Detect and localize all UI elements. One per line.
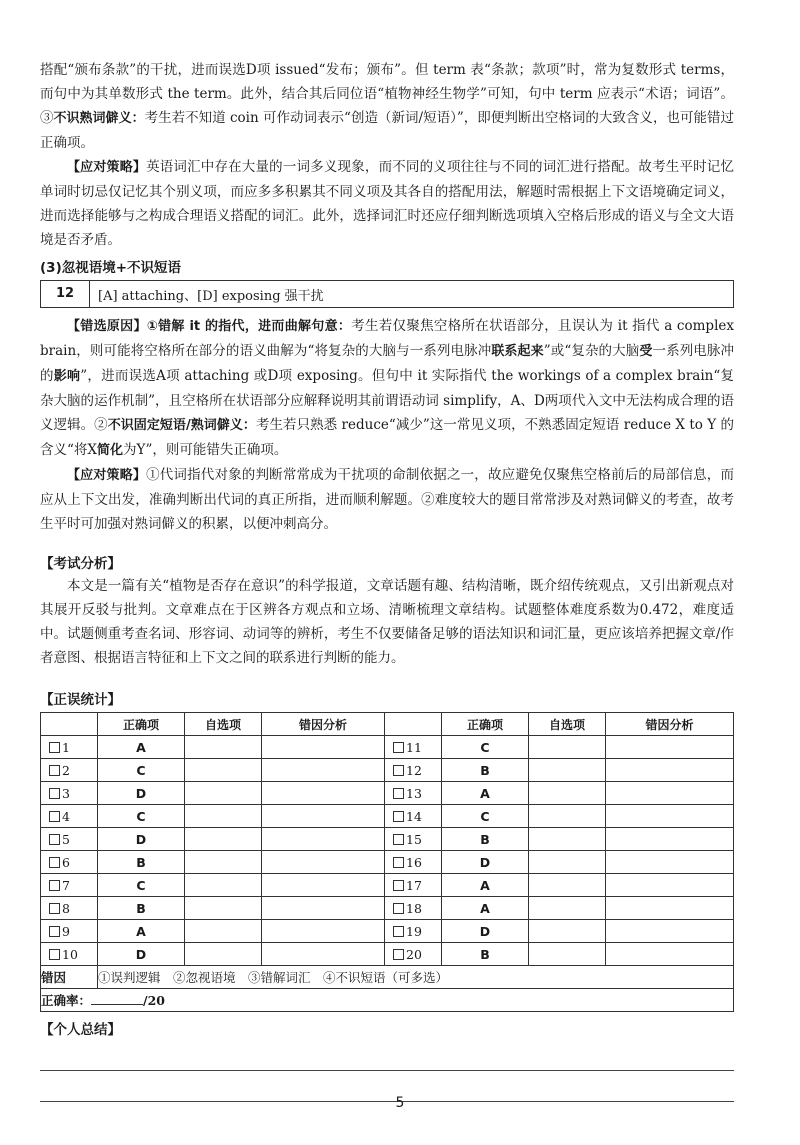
correct-right: B (442, 943, 529, 966)
analysis-left[interactable] (262, 897, 385, 920)
correct-left: B (98, 897, 185, 920)
analysis-right[interactable] (606, 897, 734, 920)
chosen-right[interactable] (529, 782, 606, 805)
checkbox-icon[interactable] (49, 880, 60, 891)
error-reason-options[interactable]: ①误判逻辑 ②忽视语境 ③错解词汇 ④不识短语（可多选） (98, 966, 734, 989)
strategy2-text: ①代词指代对象的判断常常成为干扰项的命制依据之一，故应避免仅聚焦空格前后的局部信息，而应从上下文出发，准确判断出代词的真正所指，进而顺利解题。②难度较大的题目常常涉及对熟词僻义的考查，故考生平时可加强对熟词僻义的积累，以便冲刺高分。 (40, 467, 734, 532)
chosen-right[interactable] (529, 759, 606, 782)
wrong-choice-reason (40, 314, 734, 463)
question-number: 5 (62, 831, 70, 847)
analysis-right[interactable] (606, 943, 734, 966)
error-reason-label: 错因 (41, 966, 98, 989)
question-left[interactable] (41, 828, 98, 851)
question-number: 16 (406, 854, 422, 870)
question-number: 11 (406, 739, 422, 755)
chosen-right[interactable] (529, 805, 606, 828)
analysis-right[interactable] (606, 828, 734, 851)
correct-right: D (442, 920, 529, 943)
strategy2-label: 【应对策略】 (67, 468, 147, 483)
question-number: 6 (62, 854, 70, 870)
question-right[interactable] (385, 805, 442, 828)
analysis-left[interactable] (262, 828, 385, 851)
question-number: 7 (62, 877, 70, 893)
page-content (40, 58, 734, 1102)
question-right[interactable] (385, 920, 442, 943)
header-blank-right (385, 713, 442, 736)
reason-bold-1: ①错解 it 的指代，进而曲解句意： (146, 319, 352, 334)
question-number: 1 (62, 739, 70, 755)
checkbox-icon[interactable] (49, 811, 60, 822)
chosen-left[interactable] (185, 828, 262, 851)
question-left[interactable] (41, 943, 98, 966)
analysis-left[interactable] (262, 782, 385, 805)
exam-analysis-text: 本文是一篇有关“植物是否存在意识”的科学报道，文章话题有趣、结构清晰，既介绍传统观点，又引出新观点对其展开反驳与批判。文章难点在于区辨各方观点和立场、清晰梳理文章结构。试题整体难度系数为0.472，难度适中。试题侧重考查名词、形容词、动词等的辨析，考生不仅要储备足够的语法知识和词汇量，更应该培养把握文章/作者意图、根据语言特征和上下文之间的联系进行判断的能力。 (40, 578, 734, 666)
strategy1-label: 【应对策略】 (67, 160, 147, 175)
summary-title: 【个人总结】 (40, 1022, 121, 1038)
stats-row (41, 943, 734, 966)
correct-right: C (442, 736, 529, 759)
checkbox-icon[interactable] (49, 765, 60, 776)
analysis-right[interactable] (606, 920, 734, 943)
correct-left: C (98, 874, 185, 897)
question-left[interactable] (41, 736, 98, 759)
stats-row (41, 759, 734, 782)
question-number: 19 (406, 923, 422, 939)
accuracy-cell (41, 989, 734, 1012)
reason-bold-3: 受 (639, 344, 653, 359)
correct-right: B (442, 828, 529, 851)
question-right[interactable] (385, 828, 442, 851)
accuracy-row (41, 989, 734, 1012)
analysis-right[interactable] (606, 759, 734, 782)
analysis-left[interactable] (262, 759, 385, 782)
stats-row (41, 851, 734, 874)
analysis-left[interactable] (262, 943, 385, 966)
checkbox-icon[interactable] (49, 949, 60, 960)
question-left[interactable] (41, 782, 98, 805)
chosen-right[interactable] (529, 920, 606, 943)
paragraph-intro (40, 58, 734, 155)
question-left[interactable] (41, 805, 98, 828)
question-right[interactable] (385, 874, 442, 897)
stats-row (41, 782, 734, 805)
correct-left: D (98, 828, 185, 851)
analysis-right[interactable] (606, 782, 734, 805)
question-right[interactable] (385, 943, 442, 966)
checkbox-icon[interactable] (393, 926, 404, 937)
correct-left: B (98, 851, 185, 874)
checkbox-icon[interactable] (393, 857, 404, 868)
correct-right: A (442, 897, 529, 920)
error-reason-row (41, 966, 734, 989)
analysis-right[interactable] (606, 851, 734, 874)
checkbox-icon[interactable] (49, 903, 60, 914)
stats-row (41, 897, 734, 920)
question-right[interactable] (385, 759, 442, 782)
question-left[interactable] (41, 851, 98, 874)
question-number: 13 (406, 785, 422, 801)
strategy1-text: 英语词汇中存在大量的一词多义现象，而不同的义项往往与不同的词汇进行搭配。故考生平时记忆单词时切忌仅记忆其个别义项，而应多多积累其不同义项及其各自的搭配用法，解题时需根据上下文语境确定词义，进而选择能够与之构成合理语义搭配的词汇。此外，选择词汇时还应仔细判断选项填入空格后形成的语义与全文大语境是否矛盾。 (40, 159, 734, 248)
question-right[interactable] (385, 897, 442, 920)
question-number: 2 (62, 762, 70, 778)
reason-text-3: 一系列电脉冲的 (40, 343, 734, 384)
chosen-left[interactable] (185, 874, 262, 897)
analysis-right[interactable] (606, 874, 734, 897)
correct-left: A (98, 736, 185, 759)
reason-bold-6: 简化 (97, 443, 124, 458)
analysis-right[interactable] (606, 736, 734, 759)
checkbox-icon[interactable] (393, 788, 404, 799)
para1-bold: 不识熟词僻义： (53, 111, 145, 126)
question-number: 8 (62, 900, 70, 916)
question-number: 9 (62, 923, 70, 939)
reason-text-6: 为Y”，则可能错失正确项。 (123, 442, 288, 458)
accuracy-label: 正确率： (41, 993, 92, 1008)
question-number: 14 (406, 808, 422, 824)
chosen-right[interactable] (529, 874, 606, 897)
checkbox-icon[interactable] (49, 788, 60, 799)
checkbox-icon[interactable] (49, 857, 60, 868)
page-number: 5 (395, 1095, 405, 1111)
chosen-left[interactable] (185, 759, 262, 782)
question-number: 12 (406, 762, 422, 778)
checkbox-icon[interactable] (393, 765, 404, 776)
answer-stats-table (40, 712, 734, 1012)
checkbox-icon[interactable] (393, 742, 404, 753)
checkbox-icon[interactable] (393, 880, 404, 891)
question-right[interactable] (385, 851, 442, 874)
analysis-left[interactable] (262, 736, 385, 759)
correct-left: A (98, 920, 185, 943)
question-left[interactable] (41, 759, 98, 782)
checkbox-icon[interactable] (393, 834, 404, 845)
checkbox-icon[interactable] (393, 949, 404, 960)
checkbox-icon[interactable] (49, 834, 60, 845)
chosen-right[interactable] (529, 897, 606, 920)
question-left[interactable] (41, 897, 98, 920)
checkbox-icon[interactable] (393, 811, 404, 822)
section-3-title: (3)忽视语境+不识短语 (40, 260, 182, 276)
header-analysis-right: 错因分析 (606, 713, 734, 736)
question-right[interactable] (385, 736, 442, 759)
question-number: 20 (406, 946, 422, 962)
question-number: 17 (406, 877, 422, 893)
exam-analysis-title: 【考试分析】 (40, 556, 121, 572)
accuracy-total: /20 (143, 993, 165, 1008)
correct-left: D (98, 782, 185, 805)
question-box (40, 280, 734, 308)
para1-text: 搭配“颁布条款”的干扰，进而误选D项 issued“发布；颁布”。但 term 表“条款；款项”时，常为复数形式 terms，而句中为其单数形式 the term。此外，结合其后同位语“植物神经生物学”可知，句中 term 应表示“术语；词语”。③ (40, 62, 734, 126)
question-number: 4 (62, 808, 70, 824)
question-left[interactable] (41, 874, 98, 897)
strategy-1 (40, 155, 734, 252)
correct-right: A (442, 782, 529, 805)
header-correct-right: 正确项 (442, 713, 529, 736)
correct-right: B (442, 759, 529, 782)
question-number: 3 (62, 785, 70, 801)
chosen-left[interactable] (185, 782, 262, 805)
stats-header-row (41, 713, 734, 736)
correct-left: D (98, 943, 185, 966)
chosen-left[interactable] (185, 897, 262, 920)
correct-right: A (442, 874, 529, 897)
reason-bold-4: 影响 (53, 369, 81, 384)
analysis-right[interactable] (606, 805, 734, 828)
question-right[interactable] (385, 782, 442, 805)
chosen-left[interactable] (185, 920, 262, 943)
analysis-left[interactable] (262, 874, 385, 897)
chosen-right[interactable] (529, 828, 606, 851)
reason-text-1: 考生若仅聚焦空格所在状语部分，且误认为 it 指代 a complex brain，则可能将空格所在部分的语义曲解为“将复杂的大脑与一系列电脉冲 (40, 318, 734, 359)
stats-row (41, 874, 734, 897)
question-distractors: [A] attaching、[D] exposing 强干扰 (98, 288, 324, 304)
header-chosen-left: 自选项 (185, 713, 262, 736)
reason-bold-2: 联系起来 (491, 344, 544, 359)
header-correct-left: 正确项 (98, 713, 185, 736)
strategy-2 (40, 463, 734, 536)
stats-row (41, 736, 734, 759)
para1-tail: 考生若不知道 coin 可作动词表示“创造（新词/短语）”，即便判断出空格词的大致含义，也可能错过正确项。 (40, 110, 734, 151)
reason-text-5: 考生若只熟悉 reduce“减少”这一常见义项，不熟悉固定短语 reduce X to Y 的含义“将X (40, 417, 734, 458)
reason-bold-5: 不识固定短语/熟词僻义： (107, 418, 256, 433)
correct-right: C (442, 805, 529, 828)
chosen-left[interactable] (185, 805, 262, 828)
question-number: 18 (406, 900, 422, 916)
summary-line-1[interactable] (40, 1040, 734, 1071)
reason-label: 【错选原因】 (67, 319, 147, 334)
correct-left: C (98, 805, 185, 828)
header-analysis-left: 错因分析 (262, 713, 385, 736)
checkbox-icon[interactable] (49, 926, 60, 937)
checkbox-icon[interactable] (49, 742, 60, 753)
question-number: 10 (62, 946, 78, 962)
correct-left: C (98, 759, 185, 782)
header-blank-left (41, 713, 98, 736)
stats-row (41, 920, 734, 943)
question-number: 12 (41, 281, 90, 307)
checkbox-icon[interactable] (393, 903, 404, 914)
accuracy-blank[interactable] (91, 992, 143, 1005)
reason-text-2: ”或“复杂的大脑 (543, 343, 640, 359)
stats-row (41, 828, 734, 851)
header-chosen-right: 自选项 (529, 713, 606, 736)
stats-title: 【正误统计】 (40, 692, 121, 708)
analysis-left[interactable] (262, 851, 385, 874)
stats-body (41, 736, 734, 966)
chosen-left[interactable] (185, 851, 262, 874)
chosen-right[interactable] (529, 943, 606, 966)
correct-right: D (442, 851, 529, 874)
chosen-left[interactable] (185, 736, 262, 759)
analysis-left[interactable] (262, 805, 385, 828)
question-number: 15 (406, 831, 422, 847)
analysis-left[interactable] (262, 920, 385, 943)
chosen-left[interactable] (185, 943, 262, 966)
reason-text-4: ”，进而误选A项 attaching 或D项 exposing。但句中 it 实际指代 the workings of a complex brain“复杂大脑的运作机制”，且空格所在状语部分应解释说明其前谓语动词 simplify，A、D两项代入文中无法构成合理的语义逻辑。② (40, 368, 734, 433)
chosen-right[interactable] (529, 851, 606, 874)
stats-row (41, 805, 734, 828)
chosen-right[interactable] (529, 736, 606, 759)
question-left[interactable] (41, 920, 98, 943)
